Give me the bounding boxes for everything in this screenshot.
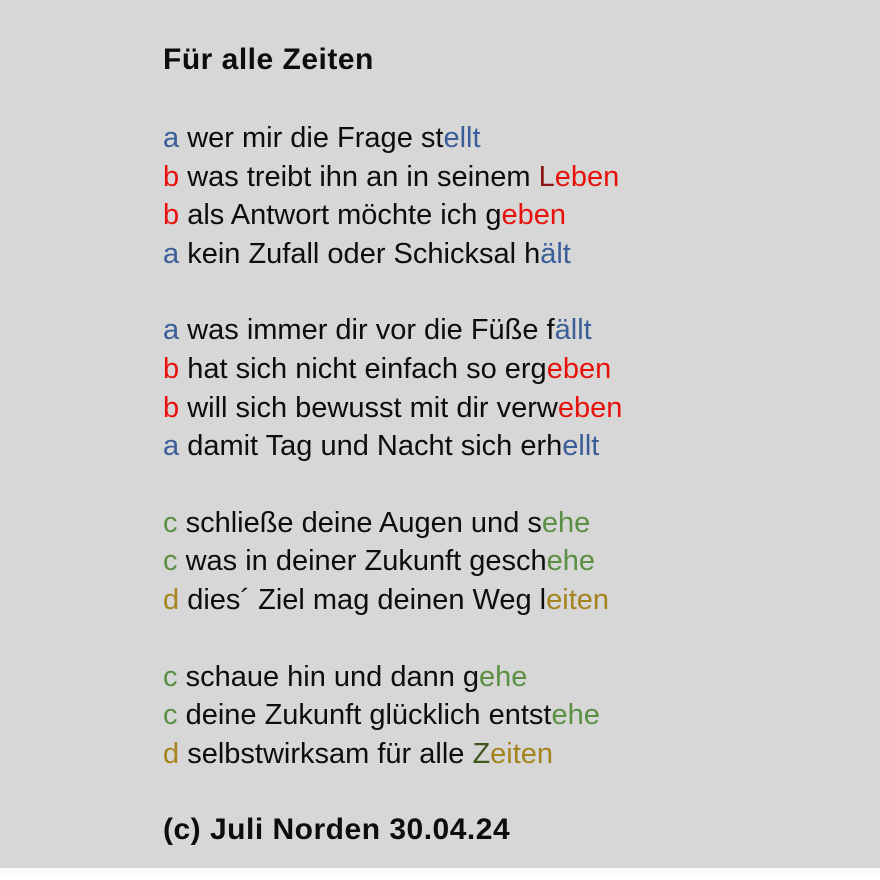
line-segment: eben <box>554 160 620 193</box>
line-segment: kein Zufall oder Schicksal h <box>187 237 541 270</box>
poem-line <box>163 696 813 735</box>
line-segment: ehe <box>546 545 596 578</box>
line-segment: ält <box>540 237 571 270</box>
line-segment: schließe deine Augen und s <box>185 506 542 539</box>
rhyme-marker: b <box>163 160 180 193</box>
rhyme-marker: d <box>163 583 180 616</box>
rhyme-marker: b <box>163 199 180 232</box>
rhyme-marker: a <box>163 237 180 270</box>
line-segment: hat sich nicht einfach so erg <box>187 352 547 385</box>
rhyme-marker: d <box>163 737 180 770</box>
poem-line <box>163 158 813 197</box>
poem-line <box>163 389 813 428</box>
author-credit: (c) Juli Norden 30.04.24 <box>163 813 511 847</box>
bottom-strip <box>0 868 880 874</box>
poem-content <box>163 0 813 850</box>
stanza <box>163 119 813 273</box>
poem-title: Für alle Zeiten <box>163 43 374 76</box>
rhyme-marker: c <box>163 506 178 539</box>
line-segment: was in deiner Zukunft gesch <box>185 545 547 578</box>
line-segment: was immer dir vor die Füße f <box>187 314 555 347</box>
line-segment: Z <box>472 737 491 770</box>
line-segment: was treibt ihn an in seinem <box>187 160 539 193</box>
line-segment: selbstwirksam für alle <box>187 737 473 770</box>
poem-line <box>163 311 813 350</box>
line-segment: ehe <box>551 699 600 732</box>
poem-line <box>163 735 813 774</box>
rhyme-marker: a <box>163 314 180 347</box>
poem-line <box>163 581 813 620</box>
line-segment: ellt <box>443 122 481 154</box>
rhyme-marker: c <box>163 660 178 693</box>
line-segment: eiten <box>546 583 610 616</box>
line-segment: wer mir die Frage st <box>187 122 444 154</box>
rhyme-marker: b <box>163 391 180 424</box>
poem-line <box>163 542 813 581</box>
line-segment: deine Zukunft glücklich entst <box>185 699 552 732</box>
line-segment: will sich bewusst mit dir verw <box>187 391 558 424</box>
line-segment: eben <box>501 199 567 232</box>
poem-line <box>163 504 813 543</box>
rhyme-marker: c <box>163 699 178 732</box>
poem-line <box>163 196 813 235</box>
poem-line <box>163 658 813 697</box>
stanza <box>163 504 813 620</box>
rhyme-marker: a <box>163 430 180 463</box>
line-segment: ällt <box>554 314 592 347</box>
line-segment: ellt <box>562 430 600 463</box>
line-segment: schaue hin und dann g <box>185 660 480 693</box>
line-segment: eben <box>546 352 612 385</box>
line-segment: L <box>538 160 555 193</box>
line-segment: eben <box>557 391 623 424</box>
line-segment: ehe <box>541 506 591 539</box>
poem-line <box>163 427 813 466</box>
line-segment: damit Tag und Nacht sich erh <box>187 430 563 463</box>
stanza <box>163 658 813 774</box>
rhyme-marker: c <box>163 545 178 578</box>
poem-line <box>163 235 813 274</box>
line-segment: als Antwort möchte ich g <box>187 199 502 232</box>
poem-line <box>163 350 813 389</box>
stanza <box>163 311 813 465</box>
rhyme-marker: b <box>163 352 180 385</box>
poem-line <box>163 119 813 158</box>
poem-body <box>163 119 813 773</box>
line-segment: dies´ Ziel mag deinen Weg l <box>187 583 547 616</box>
line-segment: eiten <box>490 737 554 770</box>
rhyme-marker: a <box>163 122 180 154</box>
line-segment: ehe <box>479 660 528 693</box>
